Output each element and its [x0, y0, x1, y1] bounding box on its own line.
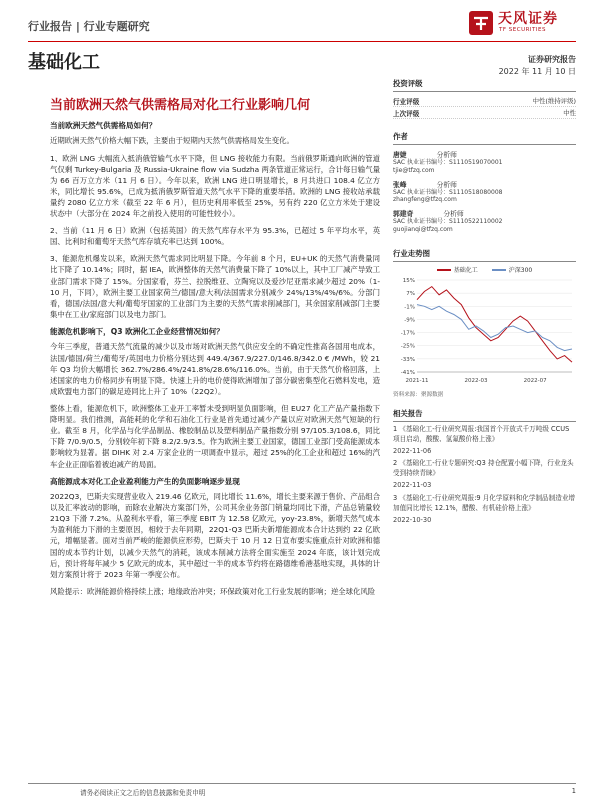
trend-chart [393, 248, 576, 398]
author-block [393, 179, 576, 205]
y-tick-label: -25% [400, 343, 415, 350]
prev-rating-value: 中性 [563, 109, 576, 117]
risk-warning: 风险提示：欧洲能源价格持续上涨；地缘政治冲突；环保政策对化工行业发展的影响；逆全球化风险 [50, 586, 376, 596]
brand-logo-icon [468, 10, 494, 36]
y-tick-label: -9% [404, 317, 415, 324]
author-license: SAC 执业证书编号：S1110519070001 [393, 159, 503, 166]
author-email[interactable]: guojianqi@tfzq.com [393, 225, 453, 233]
series-line-1 [417, 286, 572, 362]
x-tick-label: 2022-07 [523, 377, 547, 384]
legend-item [437, 265, 478, 274]
chart-legend [393, 265, 576, 274]
chart-heading: 行业走势图 [393, 248, 576, 262]
series-line-2 [417, 304, 572, 350]
paragraph: 2022Q3，巴斯夫实现营业收入 219.46 亿欧元，同比增长 11.6%，增长主要来源于售价、产品组合以及汇率波动的影响，而除农业解决方案部门外，公司其余业务部门销量均同比下滑，产品总销量较 21Q3 下滑 7.2%。从盈利水平看，第三季度 EBIT 为 12.58 亿欧元，yoy-23.8%，新增天然气成本为盈利能力下滑的主要原因，相较于去年同期，22Q1-Q3 巴斯夫新增能源成本合计达到约 22 亿欧元，增幅显著。面对当前严峻的能源供应形势，巴斯夫于 10 月 12 日宣布要实施重点针对欧洲和德国的成本节约计划，以减少天然气的消耗，该成本削减方法将全面实施至 2024 年底，该计划完成后，预计将每年减少 5 亿欧元的成本，其中超过一半的成本节约将在路德维希港基地实现，具体的计划方案预计将于 2023 年第一季度公布。 [50, 492, 380, 579]
section-heading: 当前欧洲天然气供需格局如何？ [50, 121, 157, 130]
y-tick-label: -17% [400, 330, 415, 337]
legend-label: 沪深300 [508, 266, 533, 274]
report-title: 当前欧洲天然气供需格局对化工行业影响几何 [50, 98, 311, 113]
paragraph: 今年三季度，普通天然气流量的减少以及市场对欧洲天然气供应安全的不确定性推高各国用电成本，法国/德国/荷兰/葡萄牙/英国电力价格分别达到 449.4/367.9/227.0/146.8/342.0 € /MWh，较 21 年 Q3 均价大幅增长 362.7%/286.4%/241.8%/28.6%/116.0%。当前，由于天然气价格回落，上述国家的电力价格同步有明显下降。快速上升的电价使得欧洲增加了部分碳密集型化石燃料发电，造成欧盟电力部门的碳足迹同比上升了 10%（22Q2）。 [50, 342, 380, 396]
section-heading: 高能源成本对化工企业盈利能力产生的负面影响逐步显现 [50, 476, 240, 486]
rating-label: 行业评级 [393, 97, 420, 106]
report-date: 2022 年 11 月 10 日 [498, 67, 576, 76]
author-name: 郭建奇 [393, 210, 414, 219]
rating-row [393, 95, 576, 107]
paragraph: 整体上看，能源危机下，欧洲整体工业开工率暂未受到明显负面影响，但 EU27 化工产品产量指数下降明显。我们推测，高能耗的化学和石油化工行业是首先通过减少产量以应对欧洲天然气短缺的行业。截至 8 月，化学品与化学品制品、橡胶制品以及塑料制品产量指数分别 97/105.3/108.6，同比下降 7/0.9/0.5，分别较年初下降 8.2/2.9/3.5。作为欧洲主要工业国家，德国工业部门受高能源成本影响较为显著。据 DIHK 对 2.4 万家企业的一项调查中显示，超过 25%的化工企业和超过 16%的汽车企业正面临着被迫减产的局面。 [50, 403, 380, 469]
related-report-date: 2022-10-30 [393, 515, 432, 524]
author-email[interactable]: tjie@tfzq.com [393, 166, 435, 174]
author-block [393, 149, 576, 175]
author-name: 张峰 [393, 180, 407, 189]
x-tick-label: 2022-03 [464, 377, 488, 384]
sidebar [393, 78, 576, 529]
related-report-date: 2022-11-03 [393, 481, 432, 490]
related-reports [393, 408, 576, 526]
related-report-date: 2022-11-06 [393, 446, 432, 455]
author-license: SAC 执业证书编号：S1110518080008 [393, 188, 503, 196]
author-license: SAC 执业证书编号：S1110522110002 [393, 218, 503, 226]
legend-swatch [492, 269, 506, 271]
author-role: 分析师 [443, 210, 464, 219]
disclaimer: 请务必阅读正文之后的信息披露和免责申明 [80, 789, 206, 797]
legend-item [492, 265, 532, 274]
rating-heading: 投资评级 [393, 78, 576, 92]
section-heading: 能源危机影响下，Q3 欧洲化工企业经营情况如何？ [50, 327, 224, 337]
rating-value: 中性(维持评级) [532, 97, 576, 105]
author-block [393, 208, 576, 234]
y-tick-label: -33% [400, 356, 415, 363]
paragraph: 3、能源危机爆发以来，欧洲天然气需求同比明显下降。今年前 8 个月，EU+UK 的天然气消费量同比下降了 10.14%；同时，据 IEA，欧洲整体的天然气消费量下降了 10%以上，其中工厂减产导致工业部门需求下降了 15%。分国家看，芬兰、拉脱维亚、立陶宛以及爱沙尼亚需求减少超过 20%（1-10 月，下同），欧洲主要工业国家荷兰/德国/意大利/法国需求分别减少 24%/13%/4%/6%。分部门看，德国/法国/意大利/葡萄牙国家的工业部门为主要的天然气需求削减部门，其余国家削减部门主要集中在工业/家庭部门以及电力部门。 [50, 254, 380, 319]
y-tick-label: 7% [406, 290, 415, 297]
y-tick-label: -41% [400, 369, 415, 376]
authors-heading: 作者 [393, 131, 576, 145]
y-tick-label: -1% [404, 304, 415, 311]
report-type: 证券研究报告 [528, 55, 576, 64]
author-email[interactable]: zhangfeng@tfzq.com [393, 196, 457, 204]
page-number: 1 [571, 787, 576, 795]
breadcrumb: 行业报告 | 行业专题研究 [28, 20, 150, 33]
author-role: 分析师 [436, 151, 457, 159]
legend-label: 基础化工 [453, 266, 478, 274]
sector-name: 基础化工 [28, 52, 100, 73]
top-bar [28, 8, 576, 42]
brand-name: 天风证券 [498, 11, 558, 27]
paragraph: 2、当前（11 月 6 日）欧洲（包括英国）的天然气库存水平为 95.3%，已超过 5 年平均水平，英国、比利时和葡萄牙天然气库存填充率已达到 100%。 [50, 226, 380, 247]
y-tick-label: 15% [402, 277, 415, 284]
line-chart [393, 276, 576, 386]
chart-source: 资料来源：聚源数据 [393, 391, 444, 398]
author-name: 唐婕 [393, 151, 407, 159]
brand-logo [468, 8, 576, 38]
prev-rating-row [393, 107, 576, 119]
related-heading: 相关报告 [393, 408, 576, 422]
related-report-link[interactable]: 3 《基础化工-行业研究周报:9 月化学原料和化学制品制造业增加值同比增长 12.1%，醋酸、有机硅价格上涨》 [393, 494, 576, 513]
paragraph: 近期欧洲天然气价格大幅下跌，主要由于短期内天然气供需格局发生变化。 [50, 136, 294, 146]
legend-swatch [437, 269, 451, 271]
author-role: 分析师 [436, 180, 457, 189]
paragraph: 1、欧洲 LNG 大幅流入抵消俄管输气水平下降，但 LNG 接收能力有限。当前俄罗斯通向欧洲的管道气仅剩 Turkey-Bulgaria 及 Russia-Ukraine flow via Sudzha 两条管道正常运行，合计每日输气量为 66 百万立方米（11 月 6 日）。今年以来，欧洲 LNG 进口明显增长，8 月共进口 108.4 亿立方米，同比增长 95.6%，已成为抵消俄罗斯管道天然气水平下降的重要举措。欧洲的 LNG 接收站承载量约 2080 亿立方米（截至 22 年 6 月），但历史利用率低至 25%，另有约 220 亿立方米处于建设状态中（大部分在 2024 年之前投入使用的可能性较小）。 [50, 153, 380, 219]
related-report-link[interactable]: 1 《基础化工-行业研究周报:我国首个开放式千万吨级 CCUS 项目启动，酸酸、氢氟酸价格上涨》 [393, 424, 570, 443]
x-tick-label: 2021-11 [405, 377, 429, 384]
related-report-link[interactable]: 2 《基础化工-行业专题研究:Q3 持仓配置小幅下降，行业龙头受到持续青睐》 [393, 459, 574, 478]
brand-name-en: TF SECURITIES [499, 27, 546, 33]
prev-rating-label: 上次评级 [393, 109, 420, 118]
page-footer [28, 783, 576, 797]
main-text [50, 120, 380, 603]
